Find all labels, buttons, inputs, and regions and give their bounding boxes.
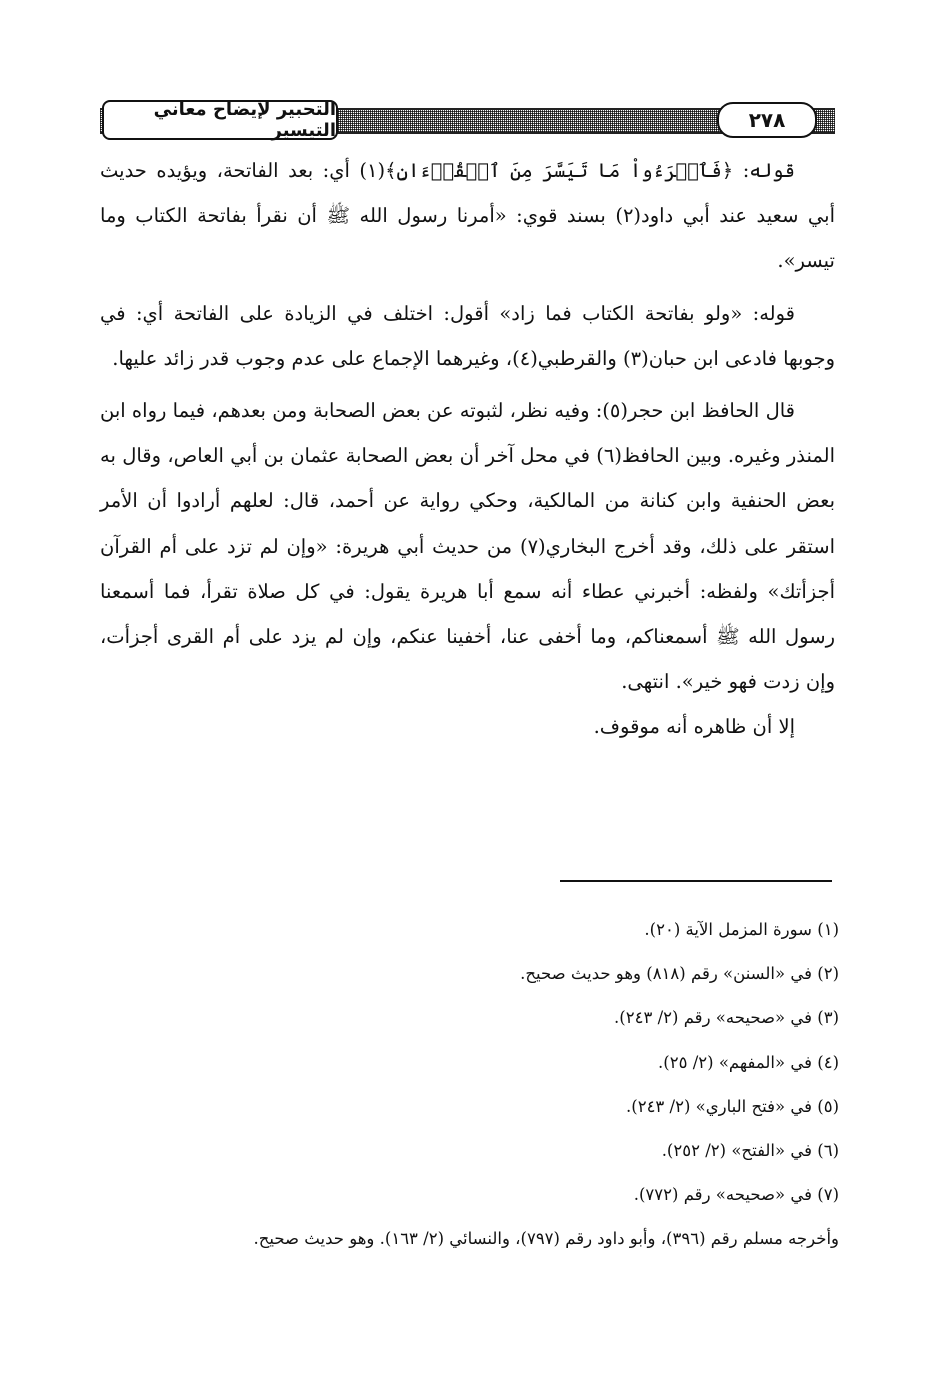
footnote-7: (٧) في «صحيحه» رقم (٧٧٢). <box>633 1185 839 1205</box>
page-number: ٢٧٨ <box>717 102 817 138</box>
footnote-7-continuation: وأخرجه مسلم رقم (٣٩٦)، وأبو داود رقم (٧٩٧)، والنسائي (٢/ ١٦٣). وهو حديث صحيح. <box>253 1229 839 1249</box>
footnote-2: (٢) في «السنن» رقم (٨١٨) وهو حديث صحيح. <box>520 964 839 984</box>
footnote-1: (١) سورة المزمل الآية (٢٠). <box>644 920 839 939</box>
paragraph-2: قوله: «ولو بفاتحة الكتاب فما زاد» أقول: اختلف في الزيادة على الفاتحة أي: في وجوبها فادعى ابن حبان(٣) والقرطبي(٤)، وغيرهما الإجماع على عدم وجوب قدر زائد عليها. <box>100 301 835 370</box>
footnote-5: (٥) في «فتح الباري» (٢/ ٢٤٣). <box>626 1096 839 1116</box>
footnotes <box>159 908 839 1262</box>
footnote-4: (٤) في «المفهم» (٢/ ٢٥). <box>658 1052 839 1072</box>
paragraph-4: إلا أن ظاهره أنه موقوف. <box>593 715 795 739</box>
page-header <box>100 99 835 141</box>
paragraph-3: قال الحافظ ابن حجر(٥): وفيه نظر، لثبوته عن بعض الصحابة ومن بعدهم، فيما رواه ابن المنذر وغيره. وبين الحافظ(٦) في محل آخر أن بعض الصحابة عثمان بن أبي العاص، وقال به بعض الحنفية وابن كنانة من المالكية، وحكي رواية عن أحمد، قال: لعلهم أرادوا أن الأمر استقر على ذلك، وقد أخرج البخاري(٧) من حديث أبي هريرة: «وإن لم تزد على أم القرآن أجزأتك» ولفظه: أخبرني عطاء أنه سمع أبا هريرة يقول: في كل صلاة تقرأ، فما أسمعنا رسول الله ﷺ أسمعناكم، وما أخفى عنا، أخفينا عنكم، وإن لم يزد على أم القرى أجزأت، وإن زدت فهو خير». انتهى. <box>100 399 836 694</box>
footnote-6: (٦) في «الفتح» (٢/ ٢٥٢). <box>661 1141 839 1161</box>
main-text <box>100 148 835 750</box>
footnote-separator <box>560 880 832 882</box>
footnote-3: (٣) في «صحيحه» رقم (٢/ ٢٤٣). <box>614 1008 839 1028</box>
book-title: التحبير لإيضاح معاني التيسير <box>102 100 338 140</box>
paragraph-1: قوله: ﴿فَٱقۡرَءُواْ مَا تَيَسَّرَ مِنَ ٱلۡقُرۡءَانِ﴾(١) أي: بعد الفاتحة، ويؤيده حديث أبي سعيد عند أبي داود(٢) بسند قوي: «أمرنا رسول الله ﷺ أن نقرأ بفاتحة الكتاب وما تيسر». <box>100 159 836 273</box>
